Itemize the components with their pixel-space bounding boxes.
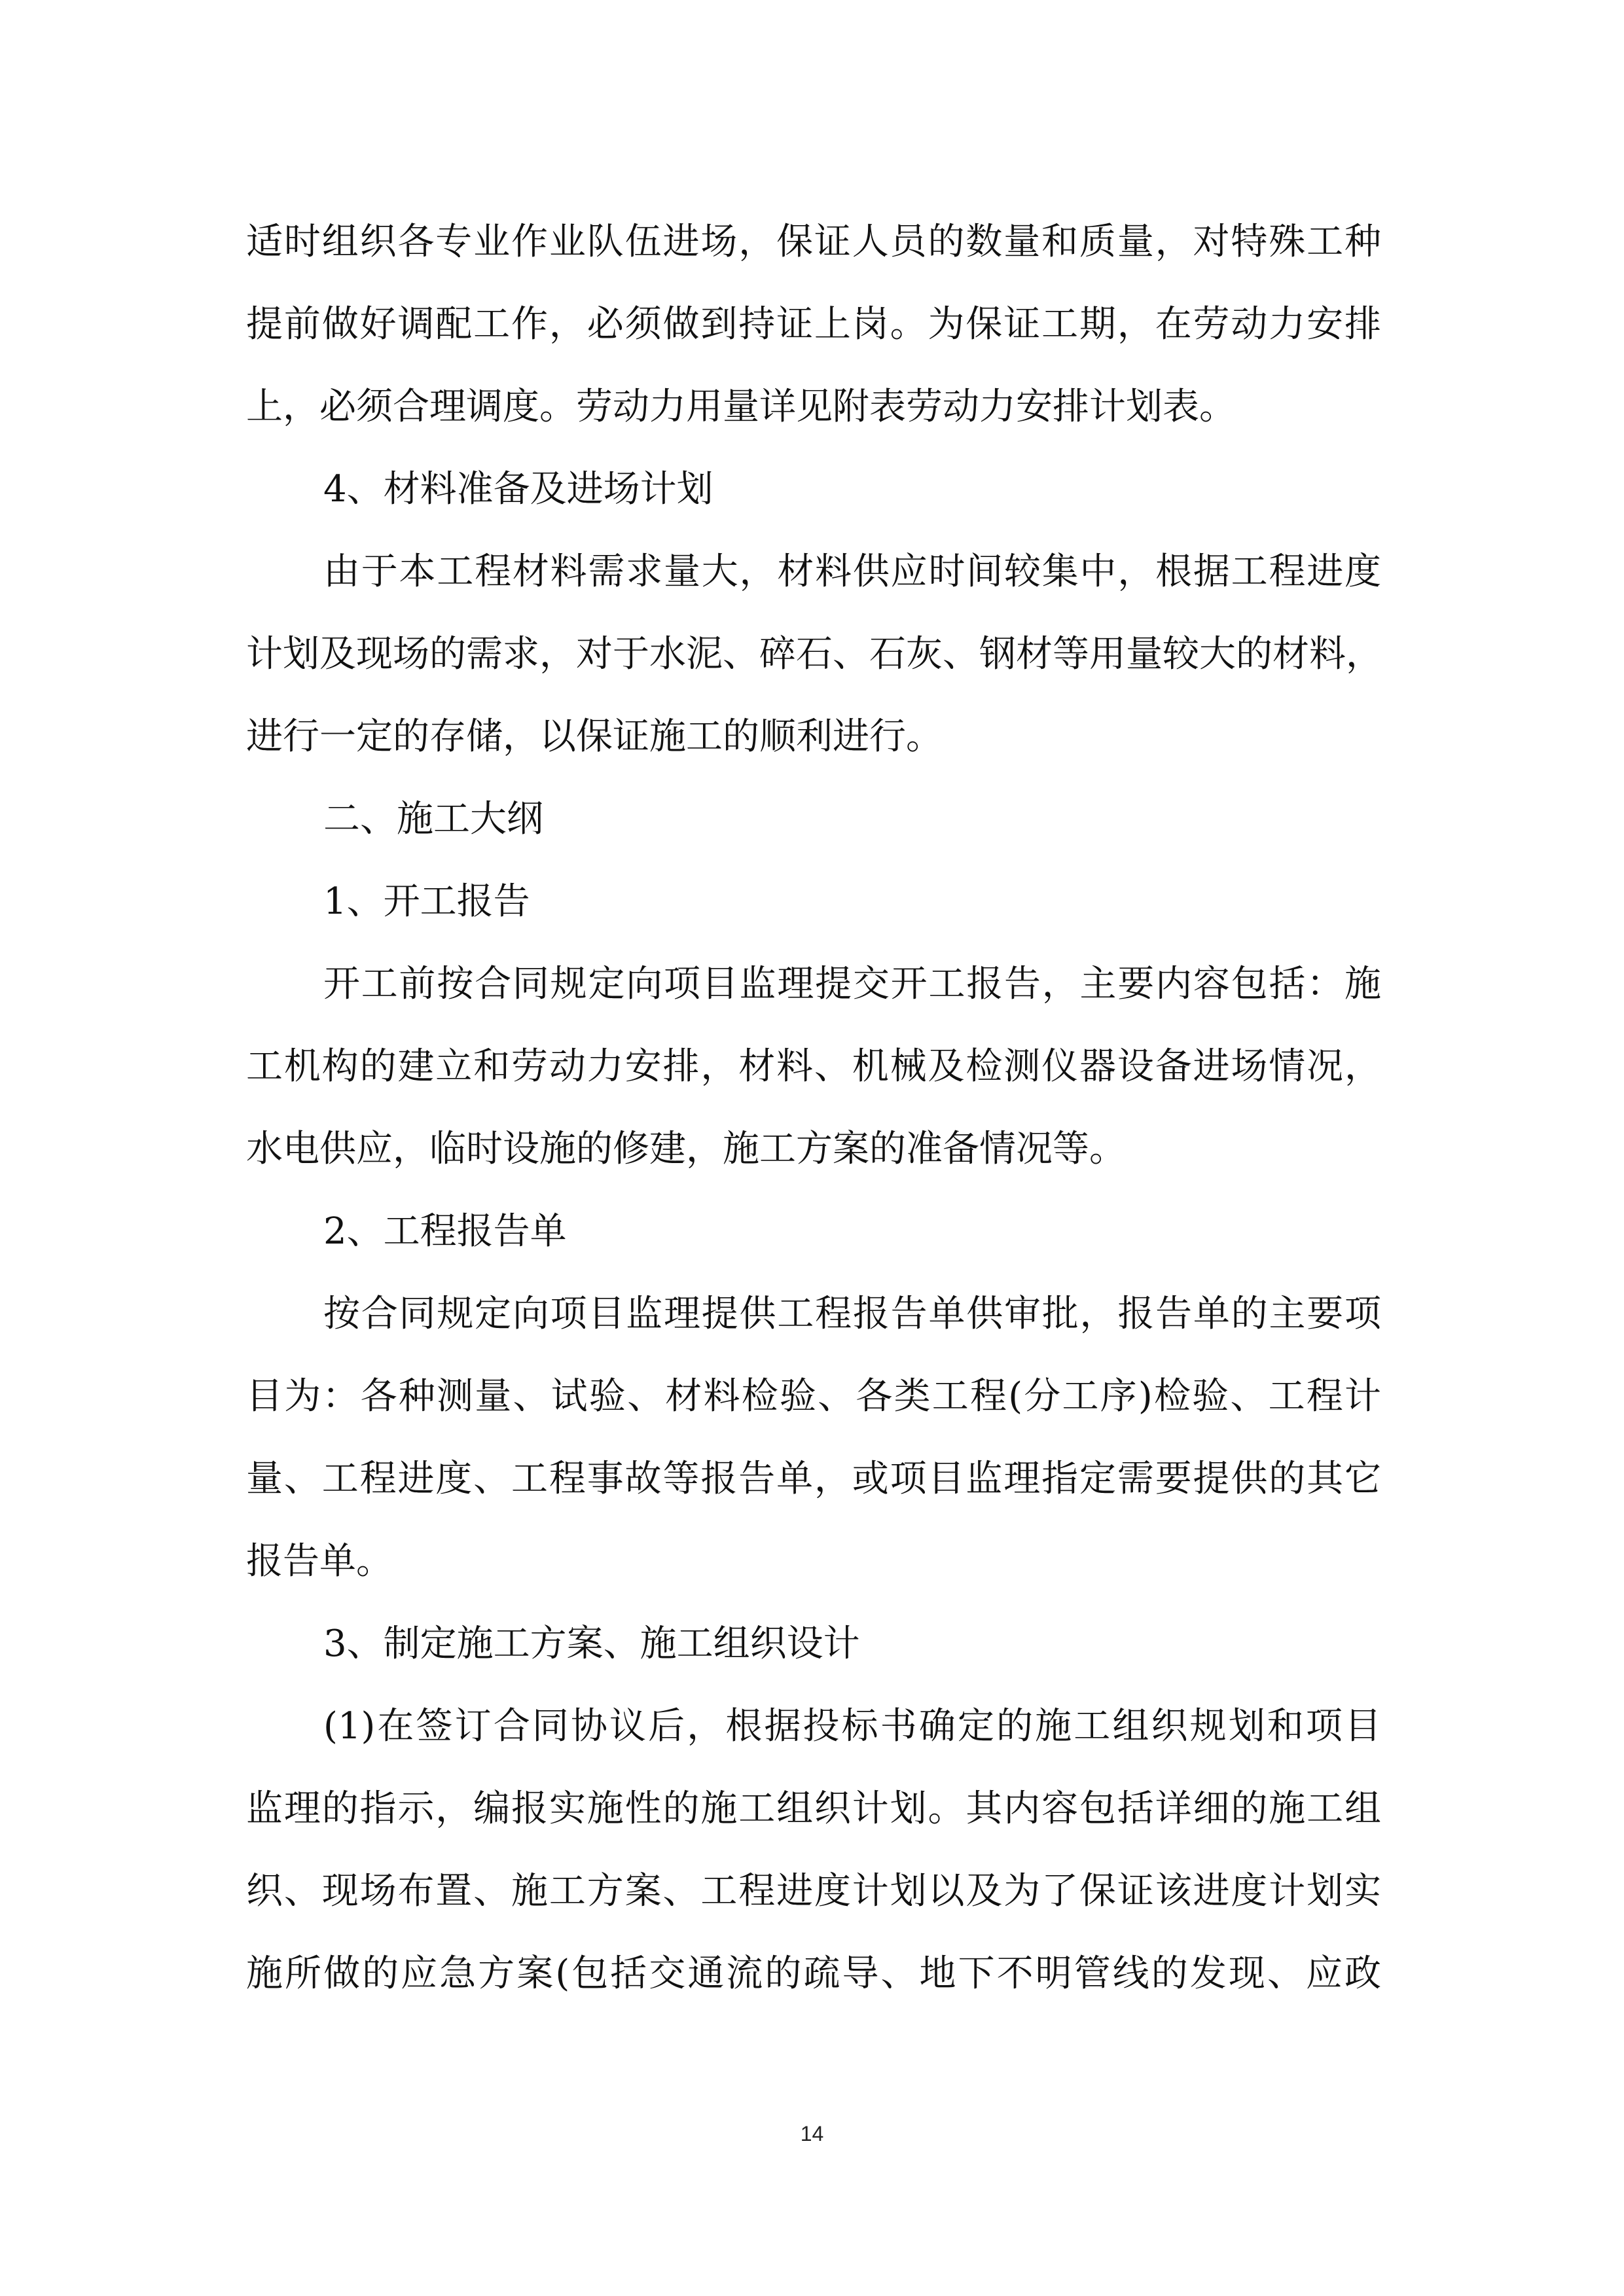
- section-heading: 二、施工大纲: [323, 798, 543, 840]
- text-line: 监理的指示，编报实施性的施工组织计划。其内容包括详细的施工组: [246, 1787, 1381, 1830]
- text-line: 工机构的建立和劳动力安排，材料、机械及检测仪器设备进场情况，: [246, 1045, 1381, 1088]
- text-line: 计划及现场的需求，对于水泥、碎石、石灰、钢材等用量较大的材料，: [246, 633, 1382, 675]
- text-line: 水电供应，临时设施的修建，施工方案的准备情况等。: [246, 1128, 1126, 1170]
- text-line: (1)在签订合同协议后，根据投标书确定的施工组织规划和项目: [323, 1705, 1381, 1748]
- text-line: 开工前按合同规定向项目监理提交开工报告，主要内容包括：施: [323, 963, 1381, 1005]
- section-heading: 4、材料准备及进场计划: [323, 468, 713, 511]
- text-line: 量、工程进度、工程事故等报告单，或项目监理指定需要提供的其它: [246, 1458, 1381, 1500]
- text-line: 进行一定的存储，以保证施工的顺利进行。: [246, 715, 943, 758]
- text-line: 由于本工程材料需求量大，材料供应时间较集中，根据工程进度: [323, 550, 1381, 593]
- text-line: 提前做好调配工作，必须做到持证上岗。为保证工期，在劳动力安排: [246, 303, 1381, 346]
- text-line: 上，必须合理调度。劳动力用量详见附表劳动力安排计划表。: [246, 386, 1236, 428]
- text-line: 报告单。: [246, 1540, 393, 1583]
- section-heading: 1、开工报告: [323, 880, 530, 923]
- text-line: 按合同规定向项目监理提供工程报告单供审批，报告单的主要项: [323, 1293, 1381, 1335]
- page-number: 14: [800, 2122, 824, 2145]
- text-line: 适时组织各专业作业队伍进场，保证人员的数量和质量，对特殊工种: [246, 221, 1381, 263]
- text-line: 织、现场布置、施工方案、工程进度计划以及为了保证该进度计划实: [246, 1870, 1381, 1912]
- text-line: 目为：各种测量、试验、材料检验、各类工程(分工序)检验、工程计: [246, 1375, 1381, 1418]
- section-heading: 2、工程报告单: [323, 1210, 567, 1253]
- text-line: 施所做的应急方案(包括交通流的疏导、地下不明管线的发现、应政: [246, 1952, 1381, 1995]
- section-heading: 3、制定施工方案、施工组织设计: [323, 1623, 860, 1665]
